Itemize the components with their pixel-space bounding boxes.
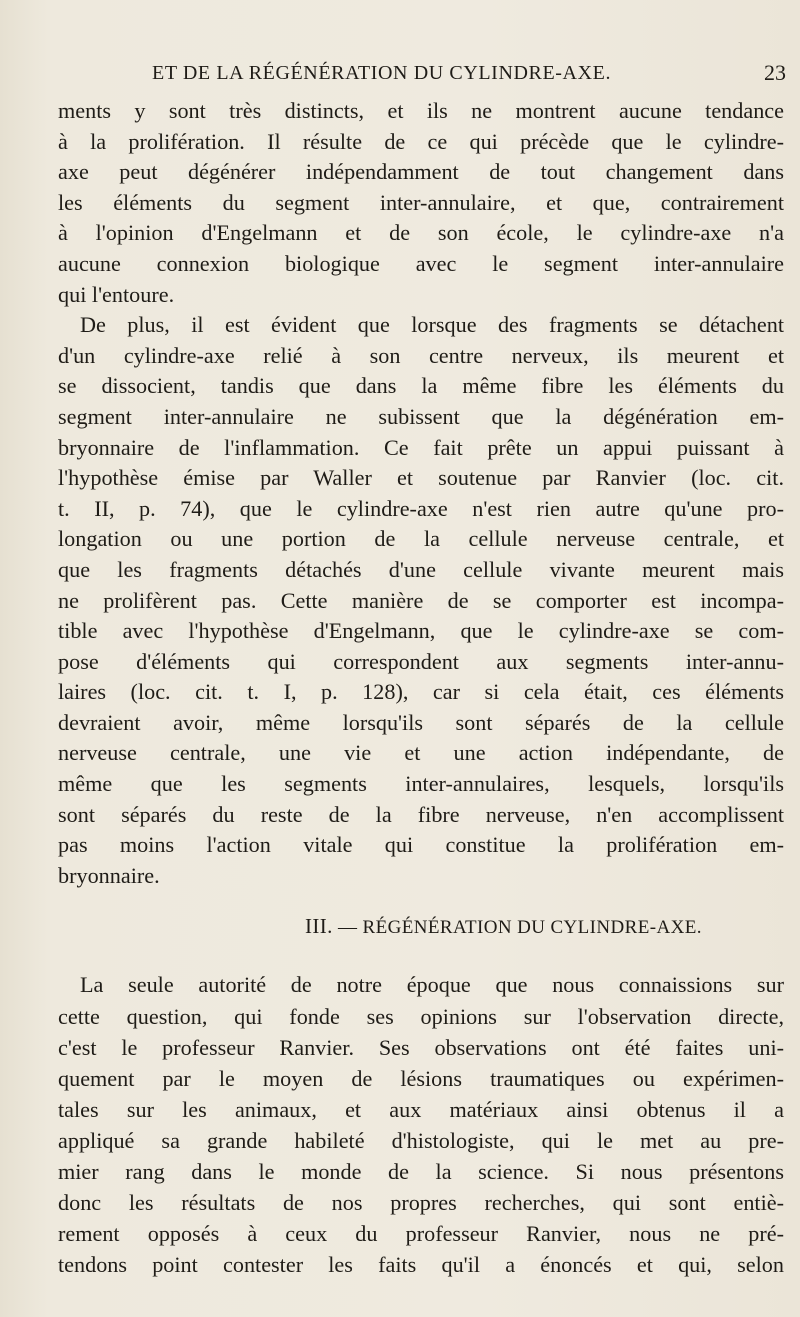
text-line: aucune connexion biologique avec le segment inter-annulaire bbox=[58, 250, 784, 276]
text-line: que les fragments détachés d'une cellule vivante meurent mais bbox=[58, 556, 784, 582]
text-line: l'hypothèse émise par Waller et soutenue par Ranvier (loc. cit. bbox=[58, 465, 784, 491]
text-line: à l'opinion d'Engelmann et de son école, le cylindre-axe n'a bbox=[58, 220, 784, 246]
text-line: pas moins l'action vitale qui constitue la prolifération em- bbox=[58, 832, 784, 858]
text-line: pose d'éléments qui correspondent aux segments inter-annu- bbox=[58, 648, 784, 674]
paragraph-continued bbox=[58, 96, 784, 310]
text-line: tendons point contester les faits qu'il a énoncés et qui, selon bbox=[58, 1252, 784, 1278]
text-line: mier rang dans le monde de la science. Si nous présentons bbox=[58, 1159, 784, 1184]
text-line: qui l'entoure. bbox=[58, 281, 175, 307]
section-title: — RÉGÉNÉRATION DU CYLINDRE-AXE. bbox=[332, 917, 702, 939]
text-line: tible avec l'hypothèse d'Engelmann, que le cylindre-axe se com- bbox=[58, 618, 784, 644]
running-title: ET DE LA RÉGÉNÉRATION DU CYLINDRE-AXE. bbox=[152, 62, 612, 84]
text-line: tales sur les animaux, et aux matériaux ainsi obtenus il a bbox=[58, 1096, 784, 1122]
text-line: La seule autorité de notre époque que nous connaissions sur bbox=[80, 972, 784, 998]
text-line: quement par le moyen de lésions traumatiques ou expérimen- bbox=[58, 1065, 784, 1091]
text-line: ne prolifèrent pas. Cette manière de se comporter est incompa- bbox=[58, 587, 784, 613]
section-heading bbox=[58, 903, 784, 949]
text-line: segment inter-annulaire ne subissent que la dégénération em- bbox=[58, 403, 784, 429]
text-line: d'un cylindre-axe relié à son centre nerveux, ils meurent et bbox=[58, 342, 784, 368]
body-text bbox=[58, 96, 784, 1280]
text-line: sont séparés du reste de la fibre nerveuse, n'en accomplissent bbox=[58, 801, 784, 827]
text-line: De plus, il est évident que lorsque des fragments se détachent bbox=[80, 312, 784, 338]
page-number: 23 bbox=[764, 60, 786, 85]
text-line: même que les segments inter-annulaires, lesquels, lorsqu'ils bbox=[58, 771, 784, 797]
paragraph-ranvier bbox=[58, 969, 784, 1280]
section-number: III. bbox=[305, 914, 333, 939]
paragraph-waller-hypothesis bbox=[58, 310, 784, 891]
text-line: à la prolifération. Il résulte de ce qui précède que le cylindre- bbox=[58, 128, 784, 154]
text-line: devraient avoir, même lorsqu'ils sont séparés de la cellule bbox=[58, 709, 784, 735]
page-header bbox=[132, 62, 786, 88]
text-line: cette question, qui fonde ses opinions sur l'observation directe, bbox=[58, 1003, 784, 1029]
text-line: laires (loc. cit. t. I, p. 128), car si cela était, ces éléments bbox=[58, 679, 784, 705]
text-line: les éléments du segment inter-annulaire, et que, contrairement bbox=[58, 189, 784, 215]
text-line: bryonnaire de l'inflammation. Ce fait prête un appui puissant à bbox=[58, 434, 784, 460]
text-line: nerveuse centrale, une vie et une action indépendante, de bbox=[58, 740, 784, 766]
text-line: longation ou une portion de la cellule nerveuse centrale, et bbox=[58, 526, 784, 552]
text-line: rement opposés à ceux du professeur Ranvier, nous ne pré- bbox=[58, 1221, 784, 1247]
text-line: c'est le professeur Ranvier. Ses observations ont été faites uni- bbox=[58, 1034, 784, 1060]
text-line: axe peut dégénérer indépendamment de tout changement dans bbox=[58, 159, 784, 185]
text-line: bryonnaire. bbox=[58, 862, 160, 888]
text-line: t. II, p. 74), que le cylindre-axe n'est rien autre qu'une pro- bbox=[58, 495, 784, 521]
text-line: ments y sont très distincts, et ils ne montrent aucune tendance bbox=[58, 98, 784, 123]
text-line: se dissocient, tandis que dans la même fibre les éléments du bbox=[58, 373, 784, 399]
text-line: donc les résultats de nos propres recherches, qui sont entiè- bbox=[58, 1190, 784, 1216]
text-line: appliqué sa grande habileté d'histologiste, qui le met au pre- bbox=[58, 1127, 784, 1153]
